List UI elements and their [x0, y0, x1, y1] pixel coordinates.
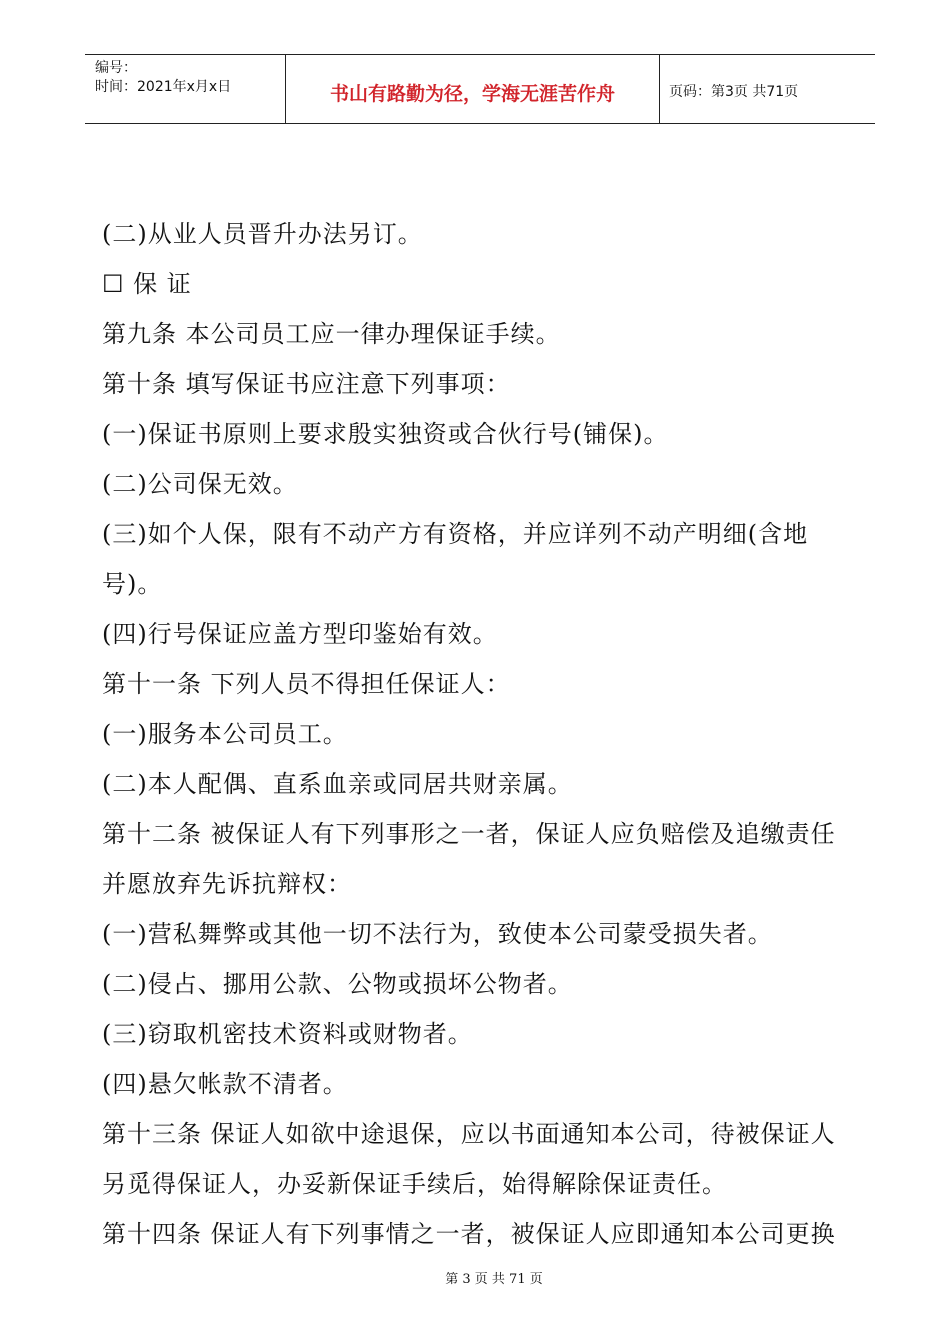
- text-line: 第十二条 被保证人有下列事形之一者，保证人应负赔偿及追缴责任: [102, 820, 836, 848]
- header-meta: [85, 55, 286, 123]
- text-line: 第十条 填写保证书应注意下列事项：: [102, 370, 511, 398]
- text-line: 第十一条 下列人员不得担任保证人：: [102, 670, 511, 698]
- text-line: (二)公司保无效。: [102, 470, 298, 498]
- text-line: 第十三条 保证人如欲中途退保，应以书面通知本公司，待被保证人: [102, 1120, 836, 1148]
- header-page-number: 页码：第3页 共71页: [669, 84, 799, 100]
- text-line: (二)侵占、挪用公款、公物或损坏公物者。: [102, 970, 573, 998]
- text-line: 号)。: [102, 570, 163, 598]
- text-line: (二)从业人员晋升办法另订。: [102, 220, 423, 248]
- text-line: (四)悬欠帐款不清者。: [102, 1070, 348, 1098]
- text-line: (三)如个人保，限有不动产方有资格，并应详列不动产明细(含地: [102, 520, 809, 548]
- text-line: (一)保证书原则上要求殷实独资或合伙行号(铺保)。: [102, 420, 669, 448]
- page-footer: 第 3 页 共 71 页: [445, 1272, 543, 1287]
- header-motto: 书山有路勤为径，学海无涯苦作舟: [286, 55, 660, 123]
- text-line: 第十四条 保证人有下列事情之一者，被保证人应即通知本公司更换: [102, 1220, 836, 1248]
- document-body: [102, 209, 862, 1259]
- text-line: (三)窃取机密技术资料或财物者。: [102, 1020, 473, 1048]
- text-line: (四)行号保证应盖方型印鉴始有效。: [102, 620, 498, 648]
- text-line: (一)服务本公司员工。: [102, 720, 348, 748]
- text-line: 另觅得保证人，办妥新保证手续后，始得解除保证责任。: [102, 1170, 727, 1198]
- text-line: (一)营私舞弊或其他一切不法行为，致使本公司蒙受损失者。: [102, 920, 773, 948]
- document-number: 编号：: [95, 60, 137, 76]
- text-line: (二)本人配偶、直系血亲或同居共财亲属。: [102, 770, 573, 798]
- text-line: 并愿放弃先诉抗辩权：: [102, 870, 352, 898]
- page-header: [85, 54, 875, 124]
- text-line: 第九条 本公司员工应一律办理保证手续。: [102, 320, 561, 348]
- section-heading: ☐ 保 证: [102, 270, 192, 298]
- document-date: 时间：2021年x月x日: [95, 79, 232, 95]
